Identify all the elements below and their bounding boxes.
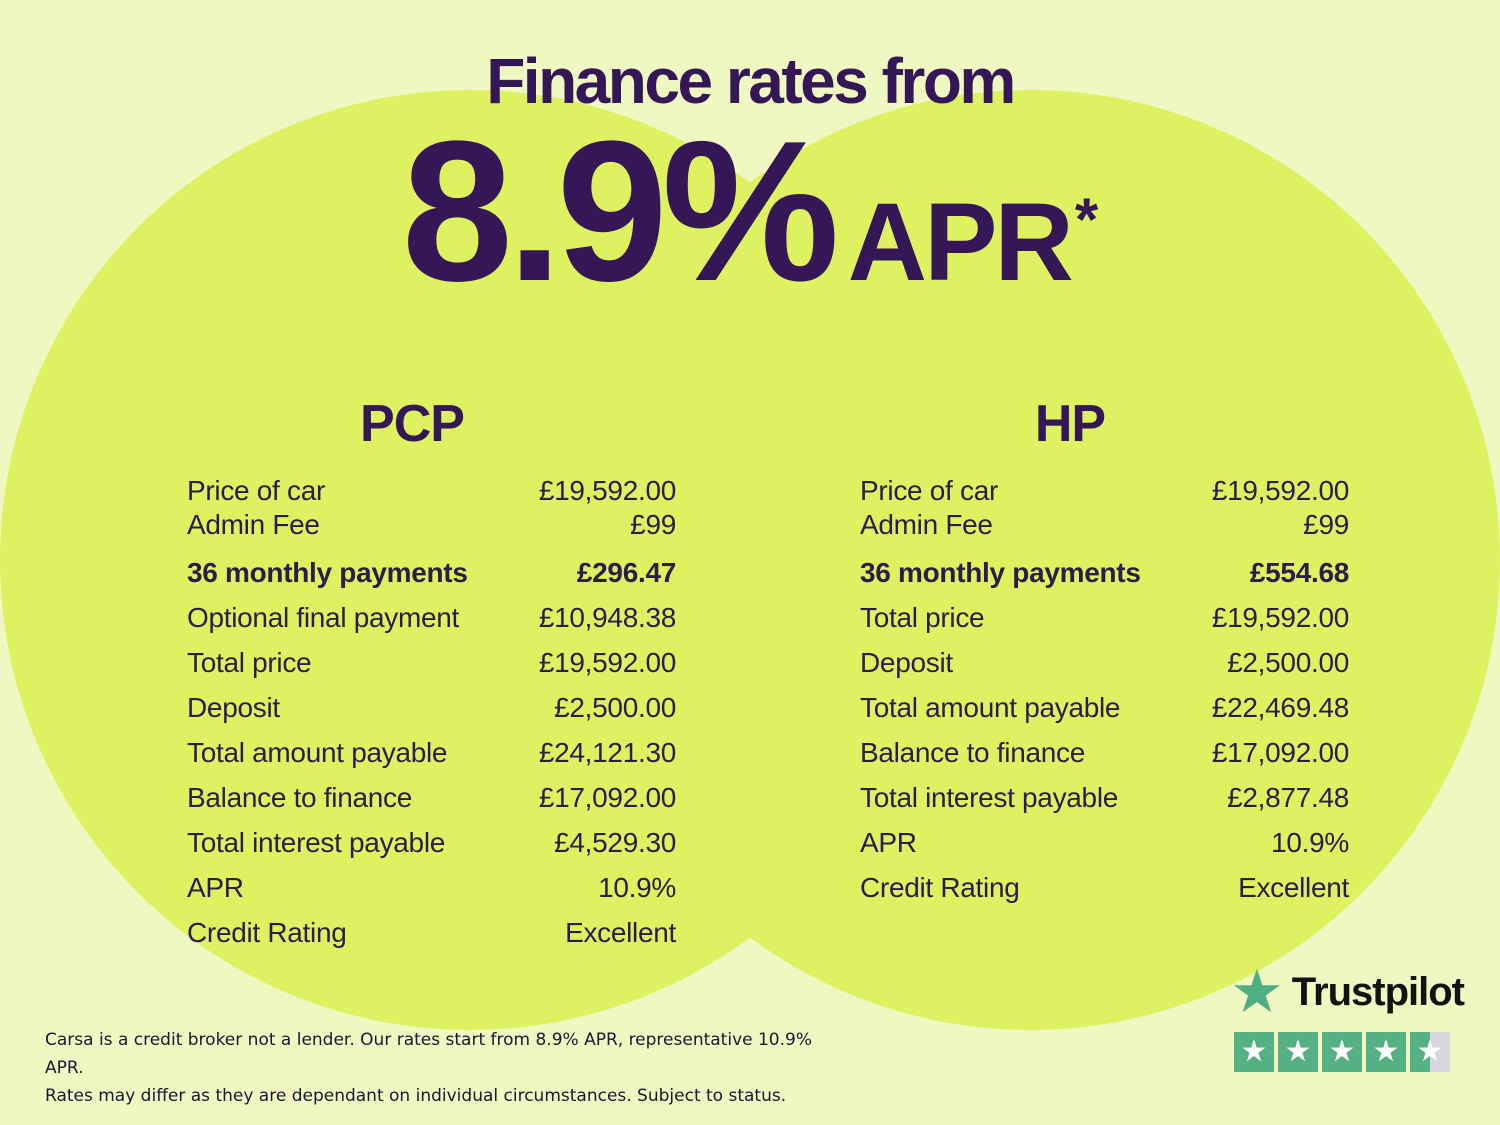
row-label: Price of car: [187, 475, 325, 506]
page-title: Finance rates from: [486, 45, 1014, 117]
table-row: [860, 640, 1349, 685]
row-value: £2,500.00: [1227, 646, 1349, 678]
row-value: £22,469.48: [1211, 691, 1349, 723]
row-value: £99: [1303, 509, 1349, 540]
star-icon: ★: [1240, 1035, 1268, 1068]
trustpilot-full-star: [1278, 1032, 1318, 1072]
table-row: [860, 685, 1349, 730]
pcp-finance-table: [187, 474, 676, 955]
table-row: [187, 640, 676, 685]
row-value: £19,592.00: [538, 475, 676, 506]
row-value: £19,592.00: [538, 646, 676, 678]
row-value: Excellent: [1238, 871, 1349, 903]
row-label: Admin Fee: [860, 509, 993, 540]
trustpilot-half-star: [1410, 1032, 1450, 1072]
row-label: Credit Rating: [860, 871, 1020, 903]
table-row: [860, 508, 1349, 542]
row-value: £2,877.48: [1227, 781, 1349, 813]
table-row: [860, 474, 1349, 508]
trustpilot-logo: [1230, 958, 1465, 1025]
row-value: £17,092.00: [538, 781, 676, 813]
disclaimer-text: [45, 1026, 845, 1110]
row-label: Admin Fee: [187, 509, 320, 540]
row-label: Deposit: [860, 646, 953, 678]
trustpilot-star-icon: ★: [1230, 958, 1284, 1025]
rate-value: 8.9%: [401, 100, 834, 323]
row-label: Total price: [860, 601, 985, 633]
row-label: APR: [860, 826, 917, 858]
headline-rate: [0, 100, 1500, 323]
hp-column-title: HP: [1034, 395, 1106, 453]
table-row: [187, 474, 676, 508]
hp-finance-table: [860, 474, 1349, 910]
row-label: Price of car: [860, 475, 998, 506]
row-value: 10.9%: [598, 871, 676, 903]
disclaimer-line-1: Carsa is a credit broker not a lender. Our rates start from 8.9% APR, representative 10.9% APR.: [45, 1030, 813, 1079]
table-row: [860, 730, 1349, 775]
star-icon: ★: [1372, 1035, 1400, 1068]
table-row: [187, 595, 676, 640]
table-row: [187, 910, 676, 955]
row-value: £99: [630, 509, 676, 540]
row-label: Total amount payable: [860, 691, 1121, 723]
row-value: £554.68: [1249, 556, 1349, 588]
row-label: Credit Rating: [187, 916, 347, 948]
table-row: [187, 775, 676, 820]
row-label: APR: [187, 871, 244, 903]
table-row: [860, 550, 1349, 595]
row-value: £2,500.00: [554, 691, 676, 723]
row-label: Total amount payable: [187, 736, 448, 768]
table-row: [187, 685, 676, 730]
row-value: £17,092.00: [1211, 736, 1349, 768]
table-row: [187, 820, 676, 865]
rate-footnote-marker: *: [1074, 186, 1099, 253]
trustpilot-wordmark: Trustpilot: [1291, 969, 1465, 1014]
trustpilot-full-star: [1234, 1032, 1274, 1072]
row-label: 36 monthly payments: [860, 556, 1141, 588]
row-value: £24,121.30: [538, 736, 676, 768]
row-label: Total interest payable: [187, 826, 446, 858]
row-value: £19,592.00: [1211, 601, 1349, 633]
row-value: £10,948.38: [538, 601, 676, 633]
star-icon: ★: [1284, 1035, 1312, 1068]
trustpilot-full-star: [1322, 1032, 1362, 1072]
star-icon: ★: [1416, 1035, 1444, 1068]
table-row: [860, 775, 1349, 820]
row-label: 36 monthly payments: [187, 556, 468, 588]
row-label: Balance to finance: [860, 736, 1085, 768]
table-row: [187, 508, 676, 542]
table-row: [187, 550, 676, 595]
row-value: 10.9%: [1271, 826, 1349, 858]
trustpilot-rating-stars: [1234, 1032, 1450, 1072]
table-row: [860, 595, 1349, 640]
row-value: £296.47: [576, 556, 676, 588]
star-icon: ★: [1328, 1035, 1356, 1068]
row-label: Total price: [187, 646, 312, 678]
row-label: Deposit: [187, 691, 280, 723]
row-label: Balance to finance: [187, 781, 412, 813]
row-label: Total interest payable: [860, 781, 1119, 813]
table-row: [860, 820, 1349, 865]
rate-unit: APR: [847, 181, 1071, 304]
trustpilot-full-star: [1366, 1032, 1406, 1072]
row-value: Excellent: [565, 916, 676, 948]
row-value: £19,592.00: [1211, 475, 1349, 506]
table-row: [187, 730, 676, 775]
row-value: £4,529.30: [554, 826, 676, 858]
pcp-column-title: PCP: [360, 395, 464, 453]
disclaimer-line-2: Rates may differ as they are dependant on individual circumstances. Subject to status.: [45, 1086, 787, 1107]
row-label: Optional final payment: [187, 601, 460, 633]
table-row: [860, 865, 1349, 910]
table-row: [187, 865, 676, 910]
